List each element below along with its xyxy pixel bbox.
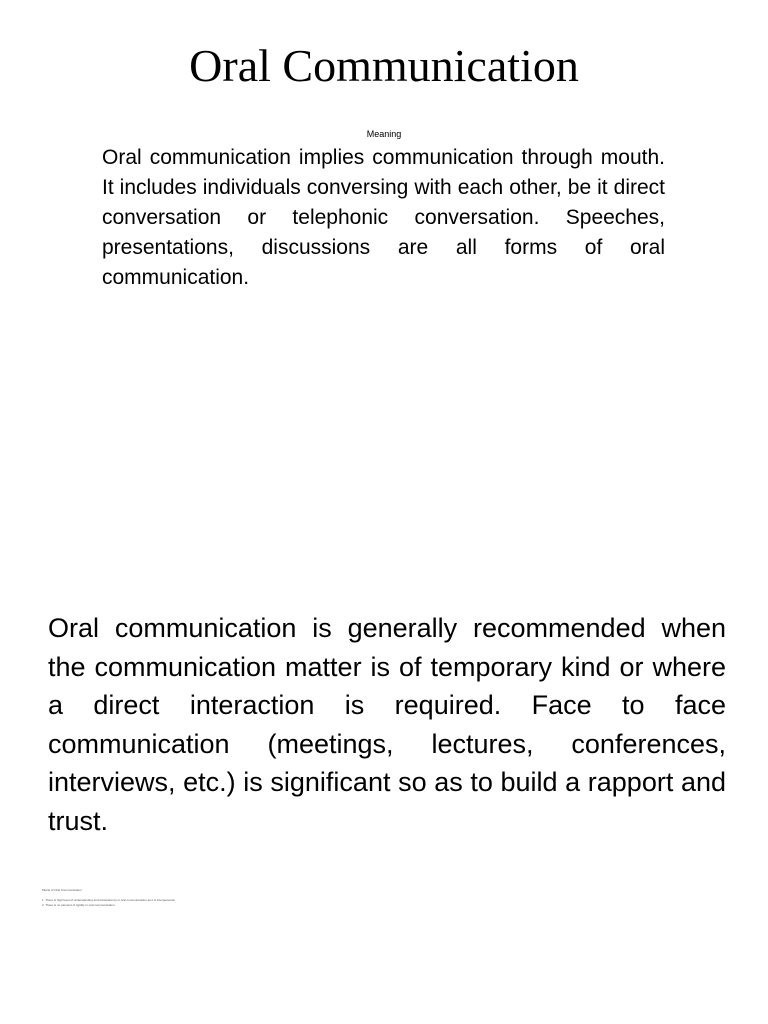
footnote-line-2: 2. There is no element of rigidity in oral communication.	[42, 903, 116, 907]
page-title: Oral Communication	[189, 40, 579, 91]
footnote-line-1: 1. There is high level of understanding and transparency in oral communication as it is interpersonal.	[42, 898, 176, 902]
footnote-block	[42, 888, 342, 908]
meaning-paragraph: Oral communication implies communication through mouth. It includes individuals conversing with each other, be it direct conversation or telephonic conversation. Speeches, presentations, discussions are all forms of oral communication.	[102, 146, 665, 289]
usage-paragraph: Oral communication is generally recommended when the communication matter is of temporary kind or where a direct interaction is required. Face to face communication (meetings, lectures, conferences, interviews, etc.) is significant so as to build a rapport and trust.	[48, 613, 726, 836]
footnote-heading: Merits of Oral Communication	[42, 888, 82, 892]
section-label-meaning: Meaning	[366, 129, 402, 139]
